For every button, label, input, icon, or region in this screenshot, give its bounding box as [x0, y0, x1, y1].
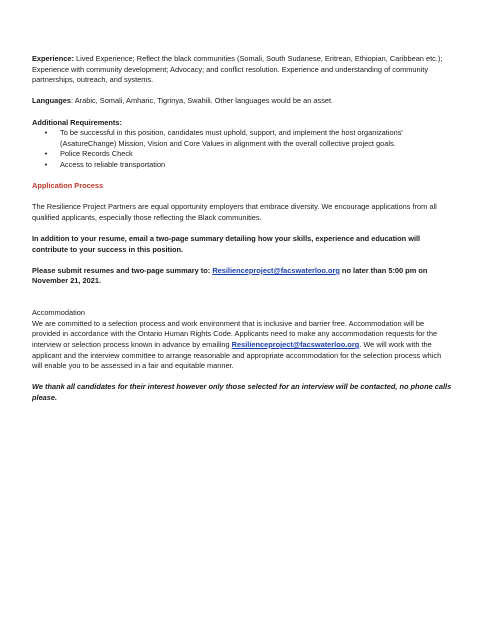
experience-label: Experience: [32, 54, 74, 63]
bullet-icon: • [44, 159, 48, 169]
accommodation-text-after: . We will work with the applicant and the interview committee to arrange reasonable and appropriate accommodation for the selection process which will enable you to be assessed in a fair and equitable manner. [32, 340, 442, 371]
requirement-text: Access to reliable transportation [60, 159, 166, 169]
accommodation-email-link[interactable]: Resilienceproject@facswaterloo.org [231, 340, 360, 350]
additional-requirements-heading: Additional Requirements: [32, 117, 122, 127]
languages-label: Languages [32, 96, 72, 106]
list-item [32, 160, 452, 171]
languages-paragraph [32, 96, 452, 107]
document-body [32, 54, 452, 404]
list-item [32, 128, 452, 149]
accommodation-text-before: We are committed to a selection process and work environment that is inclusive and barrier free. Accommodation will be provided in accordance with the Ontario Human Rights Code. Applicants need to make any accommodation requests for the interview or selection process known in advance by emailing [32, 318, 438, 350]
equal-opportunity-paragraph: The Resilience Project Partners are equal opportunity employers that embrace diversity. We encourage applications from all qualified applicants, especially those reflecting the Black communities. [32, 202, 437, 222]
requirement-text: To be successful in this position, candidates must uphold, support, and implement the host organizations' (AsatureChange) Mission, Vision and Core Values in alignment with the overall collective project goals. [60, 128, 403, 148]
experience-text: Lived Experience; Reflect the black communities (Somali, South Sudanese, Eritrean, Ethiopian, Caribbean etc.); Experience with community development; Advocacy; and conflict resolution. Experience and understanding of community partnerships, outreach, and systems. [32, 54, 443, 85]
summary-instruction: In addition to your resume, email a two-page summary detailing how your skills, experience and education will contribute to your success in this position. [32, 234, 421, 254]
requirement-text: Police Records Check [60, 149, 133, 159]
application-email-link[interactable]: Resilienceproject@facswaterloo.org [212, 265, 340, 275]
application-process-heading: Application Process [32, 181, 104, 191]
languages-text: : Arabic, Somali, Amharic, Tigrinya, Swahili. Other languages would be an asset. [71, 96, 334, 106]
submit-text-after: no later than 5:00 pm on November 21, 2021. [32, 265, 428, 286]
bullet-icon: • [44, 149, 48, 159]
accommodation-heading: Accommodation [32, 308, 85, 318]
experience-paragraph [32, 54, 452, 86]
bullet-icon: • [44, 128, 48, 138]
submit-text-before: Please submit resumes and two-page summary to: [32, 265, 213, 275]
requirements-list [32, 128, 452, 170]
accommodation-paragraph [32, 319, 452, 372]
closing-statement: We thank all candidates for their interest however only those selected for an interview will be contacted, no phone calls please. [32, 382, 452, 402]
submission-instruction [32, 266, 452, 287]
list-item [32, 149, 452, 160]
